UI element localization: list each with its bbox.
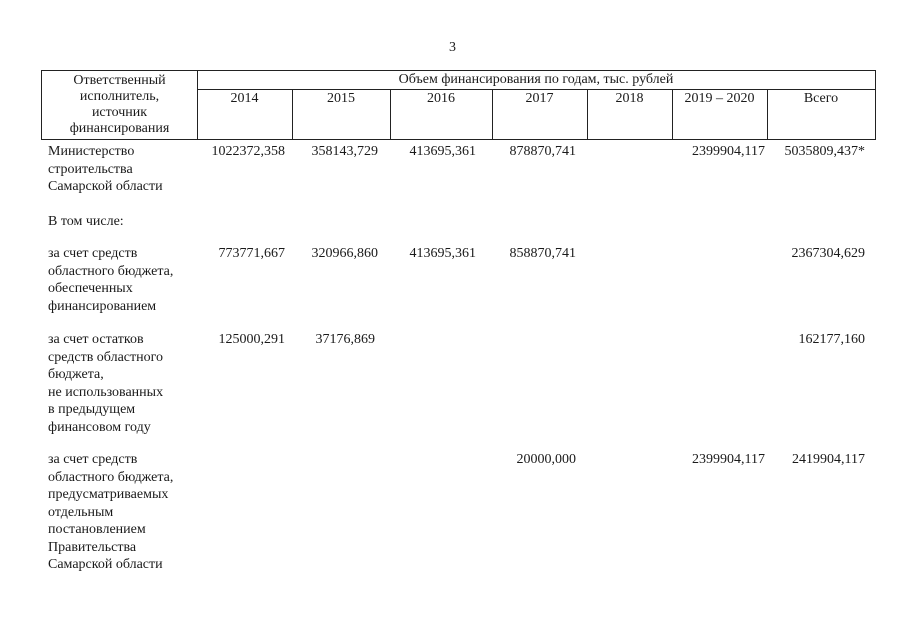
page-number: 3 xyxy=(449,40,456,55)
row-label-remaining-funds: за счет остатков средств областного бюджета, не использованных в предыдущем финансовом году xyxy=(48,332,164,435)
cell-resolution-2017: 20000,000 xyxy=(516,452,576,467)
cell-ministry-2017: 878870,741 xyxy=(509,144,576,159)
responsible-column-header: Ответственный исполнитель, источник финансирования xyxy=(69,73,170,136)
year-header-2019-2020: 2019 – 2020 xyxy=(684,91,755,106)
cell-secured-total: 2367304,629 xyxy=(791,246,865,261)
cell-ministry-2016: 413695,361 xyxy=(409,144,476,159)
year-header-2018: 2018 xyxy=(615,91,644,106)
total-column-header: Всего xyxy=(803,91,839,106)
cell-remaining-2014: 125000,291 xyxy=(218,332,285,347)
cell-resolution-total: 2419904,117 xyxy=(792,452,865,467)
cell-secured-2016: 413695,361 xyxy=(409,246,476,261)
header-divider xyxy=(197,89,875,90)
cell-remaining-2015: 37176,869 xyxy=(315,332,375,347)
cell-secured-2017: 858870,741 xyxy=(509,246,576,261)
financing-volume-header: Объем финансирования по годам, тыс. рублей xyxy=(398,72,674,87)
cell-ministry-2014: 1022372,358 xyxy=(211,144,285,159)
cell-ministry-2019-2020: 2399904,117 xyxy=(692,144,765,159)
year-header-2017: 2017 xyxy=(525,91,554,106)
cell-remaining-total: 162177,160 xyxy=(798,332,865,347)
year-header-2016: 2016 xyxy=(427,91,455,106)
financing-table-header xyxy=(41,70,876,140)
row-label-ministry: Министерство строительства Самарской области xyxy=(48,144,163,194)
cell-ministry-total: 5035809,437* xyxy=(784,144,865,159)
row-label-secured-funding: за счет средств областного бюджета, обеспеченных финансированием xyxy=(48,246,174,314)
cell-resolution-2019-2020: 2399904,117 xyxy=(692,452,765,467)
cell-secured-2014: 773771,667 xyxy=(218,246,285,261)
row-label-including: В том числе: xyxy=(48,214,124,229)
year-header-2015: 2015 xyxy=(327,91,355,106)
cell-secured-2015: 320966,860 xyxy=(311,246,378,261)
row-label-government-resolution: за счет средств областного бюджета, предусматриваемых отдельным постановлением Правительства Самарской области xyxy=(48,452,174,572)
year-header-2014: 2014 xyxy=(230,91,259,106)
cell-ministry-2015: 358143,729 xyxy=(311,144,378,159)
